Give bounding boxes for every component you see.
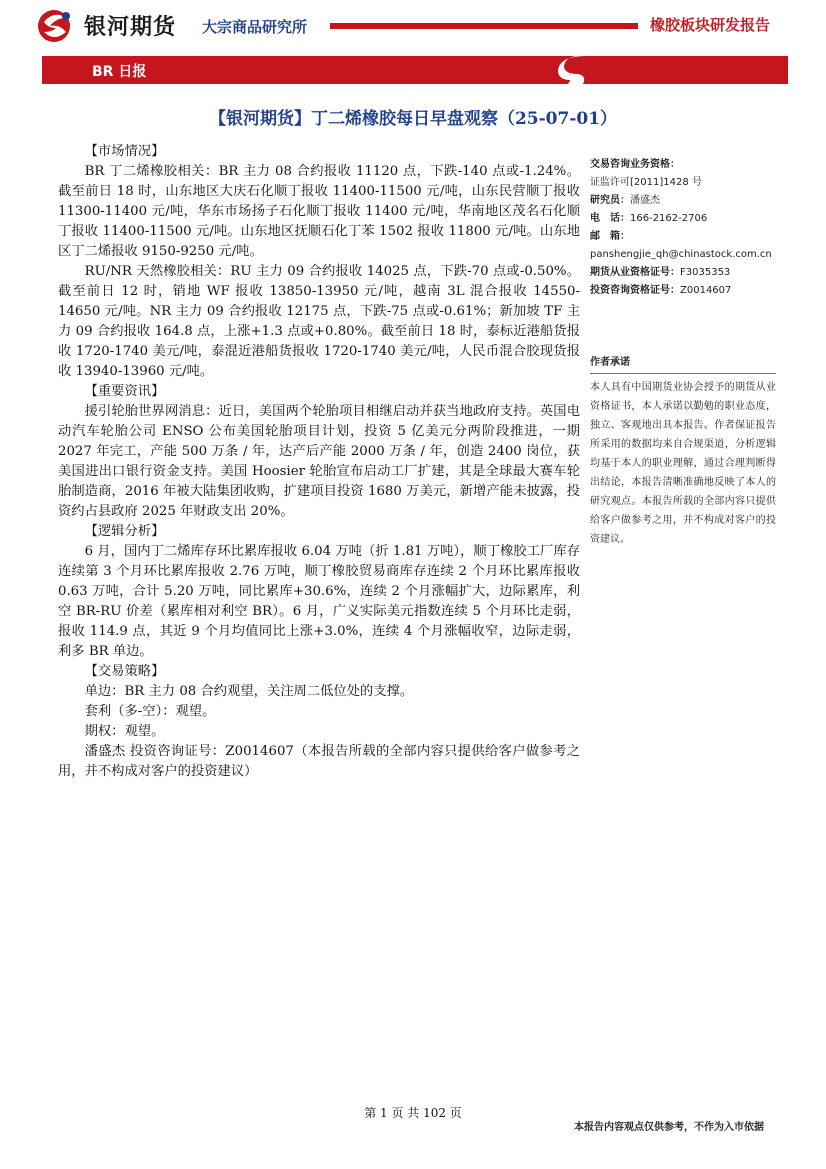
section-heading-market: 【市场情况】 (84, 144, 165, 159)
strategy-option: 期权：观望。 (84, 724, 165, 739)
strategy-single: 单边：BR 主力 08 合约观望，关注周二低位处的支撑。 (84, 684, 414, 699)
swoosh-icon (548, 50, 598, 94)
main-content (58, 142, 580, 782)
email-label: 邮 箱： (590, 231, 630, 242)
researcher-label: 研究员： (590, 195, 630, 206)
commitment-title: 作者承诺 (590, 354, 776, 374)
page-number: 第 1 页 共 102 页 (364, 1106, 462, 1120)
commitment-text: 本人具有中国期货业协会授予的期货从业资格证书，本人承诺以勤勉的职业态度，独立、客观地出具本报告。作者保证报告所采用的数据均来自合规渠道，分析逻辑均基于本人的职业理解，通过合理判断得出结论，本报告清晰准确地反映了本人的研究观点。本报告所载的全部内容只提供给客户做参考之用，并不构成对客户的投资建议。 (590, 382, 776, 545)
invest-cert-label: 投资咨询资格证号： (590, 285, 680, 296)
report-type: 橡胶板块研发报告 (650, 16, 771, 34)
researcher-value: 潘盛杰 (630, 195, 660, 206)
header-band (42, 56, 788, 84)
sidebar (590, 156, 776, 549)
phone-label: 电 话： (590, 213, 630, 224)
strategy-arbitrage: 套利（多-空）：观望。 (84, 704, 216, 719)
logic-paragraph: 6 月，国内丁二烯库存环比累库报收 6.04 万吨（折 1.81 万吨），顺丁橡胶工厂库存连续第 3 个月环比累库报收 2.76 万吨，顺丁橡胶贸易商库存连续 2 个月环比累库报收 0.63 万吨，合计 5.20 万吨，同比累库+30.6%，连续 2 个月涨幅扩大，边际累库，利空 BR-RU 价差（累库相对利空 BR）。6 月，广义实际美元指数连续 5 个月环比走弱，报收 114.9 点，其近 9 个月均值同比上涨+3.0%，连续 4 个月涨幅收窄，边际走弱，利多 BR 单边。 (58, 544, 581, 659)
institute-name: 大宗商品研究所 (202, 18, 308, 36)
news-paragraph: 援引轮胎世界网消息：近日，美国两个轮胎项目相继启动并获当地政府支持。英国电动汽车轮胎公司 ENSO 公布美国轮胎项目计划，投资 5 亿美元分两阶段推进，一期 2027 年完工，产能 500 万条 / 年，达产后产能 2000 万条 / 年，创造 2400 岗位，获美国进出口银行资金支持。美国 Hoosier 轮胎宣布启动工厂扩建，其是全球最大赛车轮胎制造商，2016 年被大陆集团收购，扩建项目投资 1680 万美元，新增产能未披露，投资约占县政府 2025 年财政支出 20%。 (58, 404, 580, 519)
strategy-author-note: 潘盛杰 投资咨询证号：Z0014607（本报告所载的全部内容只提供给客户做参考之用，并不构成对客户的投资建议） (58, 744, 580, 779)
header-divider (330, 23, 638, 29)
galaxy-futures-logo-icon (36, 8, 76, 44)
qualification-value: 证监许可[2011]1428 号 (590, 177, 702, 188)
market-paragraph-ru: RU/NR 天然橡胶相关：RU 主力 09 合约报收 14025 点，下跌-70 点或-0.50%。截至前日 12 时，销地 WF 报收 13850-13950 元/吨，越南 3L 混合报收 14550-14650 元/吨。NR 主力 09 合约报收 12175 点，下跌-75 点或-0.61%；新加坡 TF 主力 09 合约报收 164.8 点，上涨+1.3 点或+0.80%。截至前日 18 时，泰标近港船货报收 1720-1740 美元/吨，泰混近港船货报收 1720-1740 美元/吨，人民币混合胶现货报收 13940-13960 元/吨。 (58, 264, 580, 379)
footer-disclaimer: 本报告内容观点仅供参考，不作为入市依据 (574, 1122, 764, 1133)
section-heading-news: 【重要资讯】 (84, 384, 165, 399)
section-heading-logic: 【逻辑分析】 (84, 524, 165, 539)
market-paragraph-br: BR 丁二烯橡胶相关：BR 主力 08 合约报收 11120 点，下跌-140 点或-1.24%。截至前日 18 时，山东地区大庆石化顺丁报收 11400-11500 元/吨，山东民营顺丁报收 11300-11400 元/吨，华东市场扬子石化顺丁报收 11400 元/吨，华南地区茂名石化顺丁报收 11400-11500 元/吨。山东地区抚顺石化丁苯 1502 报收 11800 元/吨。山东地区丁二烯报收 9150-9250 元/吨。 (58, 164, 580, 259)
band-label: BR 日报 (92, 64, 147, 80)
section-heading-strategy: 【交易策略】 (84, 664, 165, 679)
invest-cert-value: Z0014607 (680, 285, 732, 296)
futures-cert-value: F3035353 (680, 267, 731, 278)
futures-cert-label: 期货从业资格证号： (590, 267, 680, 278)
brand-name: 银河期货 (84, 15, 177, 40)
qualification-label: 交易咨询业务资格： (590, 159, 680, 170)
email-value: panshengjie_qh@chinastock.com.cn (590, 249, 772, 260)
report-title: 【银河期货】丁二烯橡胶每日早盘观察（25-07-01） (208, 109, 618, 129)
phone-value: 166-2162-2706 (630, 213, 708, 224)
